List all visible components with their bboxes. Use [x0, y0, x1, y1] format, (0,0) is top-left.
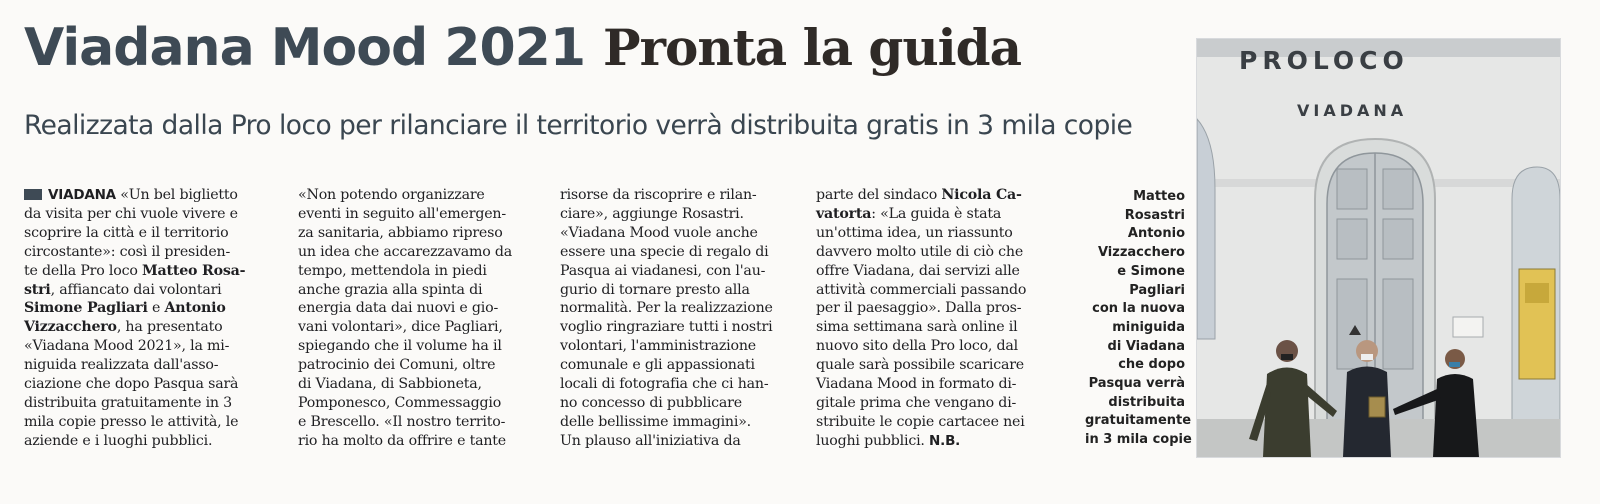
caption-line: Pagliari — [1129, 282, 1185, 298]
kicker-place: VIADANA — [48, 187, 116, 203]
text-line: za sanitaria, abbiamo ripreso — [298, 224, 503, 241]
person-name: stri — [24, 281, 51, 298]
caption-line: miniguida — [1112, 319, 1185, 335]
text-line: nuovo sito della Pro loco, dal — [816, 338, 1019, 355]
text-line: un'ottima idea, un riassunto — [816, 224, 1013, 241]
news-photo — [1196, 38, 1561, 458]
text-line: volontari, l'amministrazione — [560, 338, 756, 355]
text-line: spiegando che il volume ha il — [298, 338, 502, 355]
article-column-1 — [24, 186, 276, 451]
headline-part1: Viadana Mood 2021 — [24, 18, 586, 78]
text-line: ciazione che dopo Pasqua sarà — [24, 376, 239, 393]
author-signature: N.B. — [929, 432, 961, 449]
headline — [24, 18, 1204, 98]
caption-line: distribuita — [1108, 394, 1185, 410]
text-line: anche grazia alla spinta di — [298, 281, 483, 298]
text-line: locali di fotografia che ci han- — [560, 376, 769, 393]
text-line: aziende e i luoghi pubblici. — [24, 432, 213, 449]
text-line — [816, 186, 1068, 205]
text-line: «Viadana Mood 2021», la mi- — [24, 338, 230, 355]
text-line: delle bellissime immagini». — [560, 413, 751, 430]
text-line: attività commerciali passando — [816, 281, 1027, 298]
person-name: Vizzacchero — [24, 319, 117, 336]
text-line: scoprire la città e il territorio — [24, 224, 229, 241]
sign-viadana: VIADANA — [1297, 101, 1408, 120]
text-line: patrocinio dei Comuni, oltre — [298, 357, 496, 374]
text-line: gurio di tornare presto alla — [560, 281, 750, 298]
caption-line: di Viadana — [1107, 338, 1185, 354]
text-line: distribuita gratuitamente in 3 — [24, 394, 233, 411]
headline-part2: Pronta la guida — [603, 18, 1022, 77]
person-name: vatorta — [816, 205, 872, 222]
text-line: normalità. Per la realizzazione — [560, 300, 773, 317]
text-line: stribuite le copie cartacee nei — [816, 413, 1025, 430]
caption-line: con la nuova — [1092, 301, 1185, 317]
caption-line: Vizzacchero — [1097, 245, 1185, 261]
text-line: «Non potendo organizzare — [298, 187, 485, 203]
kicker-block — [24, 189, 42, 200]
photo-caption — [1085, 188, 1192, 450]
text-line — [24, 262, 276, 281]
text-line: quale sarà possibile scaricare — [816, 357, 1024, 374]
caption-line: Rosastri — [1124, 207, 1185, 223]
text-line: da visita per chi vuole vivere e — [24, 205, 238, 222]
text-line: offre Viadana, dai servizi alle — [816, 262, 1020, 279]
text-line: niguida realizzata dall'asso- — [24, 357, 219, 374]
text-line: gitale prima che vengano di- — [816, 394, 1017, 411]
caption-line: che dopo — [1118, 357, 1185, 373]
text-line: no concesso di pubblicare — [560, 394, 742, 411]
text-line: per il paesaggio». Dalla pros- — [816, 300, 1022, 317]
text-line — [816, 432, 1068, 451]
text-line: eventi in seguito all'emergen- — [298, 205, 506, 222]
article-column-2 — [298, 186, 550, 451]
text-line: energia data dai nuovi e gio- — [298, 300, 499, 317]
text-line: essere una specie di regalo di — [560, 243, 769, 260]
text-line: comunale e gli appassionati — [560, 357, 755, 374]
text-span: te della Pro loco — [24, 262, 142, 279]
text-line: «Un bel biglietto — [120, 187, 238, 203]
text-line: ciare», aggiunge Rosastri. — [560, 205, 744, 222]
text-line — [24, 299, 276, 318]
person-name: Antonio — [164, 300, 226, 317]
text-span: luoghi pubblici. — [816, 432, 930, 449]
caption-line: e Simone — [1117, 263, 1185, 279]
sign-proloco: PROLOCO — [1239, 46, 1409, 75]
text-line: un idea che accarezzavamo da — [298, 243, 513, 260]
text-line: circostante»: così il presiden- — [24, 243, 231, 260]
photo-illustration — [1197, 39, 1560, 457]
text-line: di Viadana, di Sabbioneta, — [298, 376, 482, 393]
text-line: vani volontari», dice Pagliari, — [298, 319, 503, 336]
text-line: Un plauso all'iniziativa da — [560, 432, 741, 449]
text-line — [816, 205, 1068, 224]
text-line: Viadana Mood in formato di- — [816, 376, 1017, 393]
text-span: e — [147, 300, 165, 317]
text-line: tempo, mettendola in piedi — [298, 262, 487, 279]
article-column-3 — [560, 186, 812, 451]
caption-line: Pasqua verrà — [1088, 376, 1185, 392]
person-name: Nicola Ca- — [941, 187, 1022, 203]
subheadline: Realizzata dalla Pro loco per rilanciare il territorio verrà distribuita gratis in 3 mila copie — [24, 110, 1133, 141]
text-line: Pomponesco, Commessaggio — [298, 394, 502, 411]
text-line: e Brescello. «Il nostro territo- — [298, 413, 506, 430]
caption-line: gratuitamente — [1085, 413, 1192, 429]
text-line: sima settimana sarà online il — [816, 319, 1018, 336]
text-span: , ha presentato — [116, 319, 223, 336]
article-column-4 — [816, 186, 1068, 451]
text-line: davvero molto utile di ciò che — [816, 243, 1024, 260]
person-name: Matteo Rosa- — [142, 262, 246, 279]
text-span: parte del sindaco — [816, 187, 942, 203]
text-line: mila copie presso le attività, le — [24, 413, 239, 430]
person-name: Simone Pagliari — [24, 300, 148, 317]
text-line: risorse da riscoprire e rilan- — [560, 187, 757, 203]
text-line: Pasqua ai viadanesi, con l'au- — [560, 262, 766, 279]
caption-line: in 3 mila copie — [1085, 432, 1192, 448]
text-line: rio ha molto da offrire e tante — [298, 432, 506, 449]
caption-line: Matteo — [1133, 189, 1185, 204]
text-span: , affiancato dai volontari — [50, 281, 222, 298]
text-line — [24, 281, 276, 300]
text-line: voglio ringraziare tutti i nostri — [560, 319, 773, 336]
text-span: : «La guida è stata — [871, 205, 1002, 222]
text-line — [24, 318, 276, 337]
caption-line: Antonio — [1127, 226, 1185, 242]
text-line: «Viadana Mood vuole anche — [560, 224, 758, 241]
